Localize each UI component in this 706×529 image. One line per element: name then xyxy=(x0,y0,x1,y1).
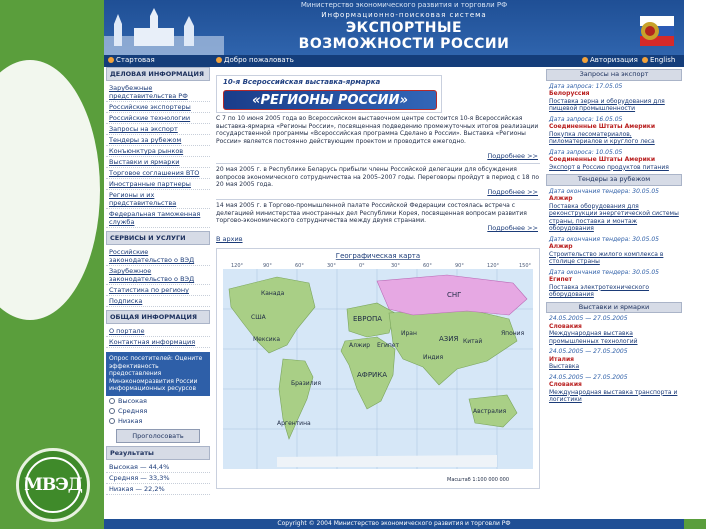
more-link-3[interactable]: Подробнее >> xyxy=(487,224,538,232)
map-label-cis: СНГ xyxy=(447,291,462,299)
map-title: Географическая карта xyxy=(335,252,421,260)
poll-option[interactable] xyxy=(106,406,210,416)
kremlin-illustration xyxy=(104,6,224,55)
entry-date: 24.05.2005 — 27.05.2005 xyxy=(549,373,628,381)
services-menu xyxy=(106,247,210,307)
map-label-mexico: Мексика xyxy=(253,336,280,343)
entry-date: 24.05.2005 — 27.05.2005 xyxy=(549,348,628,355)
section-head-general: ОБЩАЯ ИНФОРМАЦИЯ xyxy=(106,310,210,324)
map-label-asia: АЗИЯ xyxy=(439,335,459,343)
longitude-tick: 120° xyxy=(231,263,244,269)
sidebar-link[interactable]: Торговое соглашения ВТО xyxy=(106,168,210,179)
news-paragraph-3: 14 мая 2005 г. в Торгово-промышленной палате Российской Федерации состоялась встреча с делегацией министерства иностранных дел Республики Корея, посвященная вопросам развития торгово-экономического сотрудничества между двумя странами. xyxy=(216,202,527,224)
nav-home[interactable]: Стартовая xyxy=(108,56,155,64)
poll-option-label: Средняя xyxy=(118,406,148,415)
entry-title: Италия xyxy=(549,355,574,363)
nav-english[interactable]: English xyxy=(642,56,675,64)
radio-button[interactable] xyxy=(109,408,115,414)
radio-button[interactable] xyxy=(109,398,115,404)
mved-logo xyxy=(16,448,90,522)
news-paragraph-1: С 7 по 10 июня 2005 года во Всероссийском выставочном центре состоится 10-я Всероссийская выставка-ярмарка «Регионы России», посвященная подведению промежуточных итогов реализации государственной программы «Всероссийская программа Сделано в России». Выставка «Регионы России» является постоянно действующим проектом и проводится ежегодно. xyxy=(216,115,539,145)
poll-result: Средняя — 33,3% xyxy=(106,473,210,484)
longitude-ticks xyxy=(231,263,532,269)
sidebar-link[interactable]: Конъюнктура рынков xyxy=(106,146,210,157)
map-label-africa: АФРИКА xyxy=(357,371,388,379)
english-icon xyxy=(642,57,648,63)
sidebar-link[interactable]: Выставки и ярмарки xyxy=(106,157,210,168)
entry-text[interactable]: Поставка зерна и оборудования для пищевой промышленности xyxy=(549,97,665,112)
entry-title: Словакия xyxy=(549,381,582,388)
export-requests-head: Запросы на экспорт xyxy=(546,69,682,81)
poll-results xyxy=(106,462,210,495)
regions-banner[interactable] xyxy=(216,75,442,113)
entry-title: Алжир xyxy=(549,243,573,250)
entry-date: Дата запроса: 16.05.05 xyxy=(549,115,623,123)
map-label-europe: ЕВРОПА xyxy=(353,315,383,323)
section-head-business: ДЕЛОВАЯ ИНФОРМАЦИЯ xyxy=(106,67,210,81)
map-label-canada: Канада xyxy=(261,290,285,297)
world-map-panel xyxy=(216,248,540,489)
ministry-line: Министерство экономического развития и торговли РФ xyxy=(300,1,508,9)
site-footer: Copyright © 2004 Министерство экономического развития и торговли РФ xyxy=(104,519,684,529)
poll-options xyxy=(106,396,210,426)
tenders-head: Тендеры за рубежом xyxy=(546,174,682,186)
site-title-line2: ВОЗМОЖНОСТИ РОССИИ xyxy=(298,36,510,52)
sidebar-link[interactable]: Иностранные партнеры xyxy=(106,179,210,190)
map-label-algeria: Алжир xyxy=(349,342,371,349)
divider xyxy=(216,199,540,200)
entry-title: Соединенные Штаты Америки xyxy=(549,123,656,130)
sidebar-link[interactable]: Зарубежные представительства РФ xyxy=(106,83,210,102)
banner-title: «РЕГИОНЫ РОССИИ» xyxy=(223,90,437,110)
sidebar-link[interactable]: Тендеры за рубежом xyxy=(106,135,210,146)
map-label-iran: Иран xyxy=(401,330,417,337)
fairs-head: Выставки и ярмарки xyxy=(546,302,682,314)
entry-date: Дата окончания тендера: 30.05.05 xyxy=(549,187,659,195)
entry-date: Дата окончания тендера: 30.05.05 xyxy=(549,235,659,243)
welcome-icon xyxy=(216,57,222,63)
system-subtitle: Информационно-поисковая система xyxy=(321,11,487,19)
world-map[interactable] xyxy=(217,249,539,488)
sidebar-link[interactable]: Российские экспортеры xyxy=(106,102,210,113)
vote-button[interactable]: Проголосовать xyxy=(116,429,200,443)
map-label-egypt: Египет xyxy=(377,342,399,349)
longitude-tick: 0° xyxy=(359,263,365,269)
entry-title: Словакия xyxy=(549,322,582,330)
map-label-australia: Австралия xyxy=(473,408,507,415)
more-link-1[interactable]: Подробнее >> xyxy=(487,152,538,160)
main-content xyxy=(212,67,544,527)
entry-date: 24.05.2005 — 27.05.2005 xyxy=(549,315,628,322)
business-menu xyxy=(106,83,210,228)
site-title-line1: ЭКСПОРТНЫЕ xyxy=(345,20,463,36)
poll-option[interactable] xyxy=(106,416,210,426)
sidebar-link[interactable]: Российские технологии xyxy=(106,113,210,124)
home-icon xyxy=(108,57,114,63)
entry-text[interactable]: Выставка xyxy=(549,363,580,370)
entry-title: Алжир xyxy=(549,195,573,202)
top-navbar xyxy=(104,55,684,67)
longitude-tick: 90° xyxy=(263,263,272,269)
more-link-2[interactable]: Подробнее >> xyxy=(487,188,538,196)
sidebar-link[interactable]: Российские законодательство о ВЭД xyxy=(106,247,210,266)
map-label-usa: США xyxy=(251,314,266,321)
sidebar-link[interactable]: Контактная информация xyxy=(106,337,210,348)
sidebar-link[interactable]: Зарубежное законодательство о ВЭД xyxy=(106,266,210,285)
entry-text[interactable]: Строительство жилого комплекса в столице страны xyxy=(549,250,664,265)
right-sidebar xyxy=(546,67,682,527)
map-label-japan: Япония xyxy=(501,330,525,337)
poll-option[interactable] xyxy=(106,396,210,406)
entry-text[interactable]: Международная выставка транспорта и логистики xyxy=(549,388,678,403)
slide-right-margin xyxy=(684,0,706,529)
longitude-tick: 150° xyxy=(519,263,532,269)
map-label-india: Индия xyxy=(423,354,444,361)
tenders-list xyxy=(546,188,682,299)
sidebar-link[interactable]: Федеральная таможенная служба xyxy=(106,209,210,228)
entry-text[interactable]: Покупка лесоматериалов, пиломатериалов и круглого леса xyxy=(549,130,655,145)
map-label-argentina: Аргентина xyxy=(277,420,311,427)
entry-text[interactable]: Поставка оборудования для реконструкции энергетической системы страны, поставка и монтаж оборудования xyxy=(549,202,679,232)
entry-text[interactable]: Экспорт в Россию продуктов питания xyxy=(549,163,669,171)
poll-result: Низкая — 22,2% xyxy=(106,484,210,495)
site-header xyxy=(104,0,684,55)
results-head: Результаты xyxy=(106,446,210,460)
radio-button[interactable] xyxy=(109,418,115,424)
sidebar-link[interactable]: Статистика по региону xyxy=(106,285,210,296)
poll-option-label: Низкая xyxy=(118,416,143,425)
news-paragraph-2: 20 мая 2005 г. в Республике Беларусь прибыли члены Российской делегации для обсуждения вопросов экономического сотрудничества на 2005–2007 годы. Переговоры пройдут в период с 18 по 20 мая 2005 года. xyxy=(216,166,540,188)
entry-date: Дата запроса: 17.05.05 xyxy=(549,82,623,90)
longitude-tick: 90° xyxy=(455,263,464,269)
entry-text[interactable]: Поставка электротехнического оборудования xyxy=(549,283,650,298)
banner-subtitle: 10-я Всероссийская выставка-ярмарка xyxy=(223,78,381,86)
map-label-china: Китай xyxy=(463,338,483,345)
login-icon xyxy=(582,57,588,63)
entry-title: Египет xyxy=(549,276,573,283)
longitude-tick: 60° xyxy=(295,263,304,269)
export-requests-list xyxy=(546,83,682,172)
poll-option-label: Высокая xyxy=(118,396,147,405)
divider xyxy=(216,163,540,164)
entry-text[interactable]: Международная выставка промышленных технологий xyxy=(549,330,638,345)
left-sidebar xyxy=(106,67,210,527)
fairs-list xyxy=(546,315,682,404)
entry-date: Дата окончания тендера: 30.05.05 xyxy=(549,268,659,276)
map-label-brazil: Бразилия xyxy=(291,380,322,387)
longitude-tick: 60° xyxy=(423,263,432,269)
sidebar-link[interactable]: Подписка xyxy=(106,296,210,307)
mved-logo-text: МВЭД xyxy=(25,457,81,513)
entry-title: Соединенные Штаты Америки xyxy=(549,156,656,163)
sidebar-link[interactable]: О портале xyxy=(106,326,210,337)
entry-title: Белоруссия xyxy=(549,90,590,97)
map-scale: Масштаб 1:100 000 000 xyxy=(447,477,510,483)
flag-emblem-icon xyxy=(634,12,676,52)
website-screenshot xyxy=(104,0,684,529)
nav-welcome[interactable]: Добро пожаловать xyxy=(216,56,294,64)
nav-login[interactable]: Авторизация xyxy=(582,56,638,64)
sidebar-link[interactable]: Запросы на экспорт xyxy=(106,124,210,135)
general-menu xyxy=(106,326,210,348)
archive-link[interactable]: В архив xyxy=(216,235,243,243)
poll-result: Высокая — 44,4% xyxy=(106,462,210,473)
entry-date: Дата запроса: 10.05.05 xyxy=(549,148,623,156)
antarctica-shape xyxy=(277,455,497,467)
longitude-tick: 30° xyxy=(391,263,400,269)
section-head-services: СЕРВИСЫ И УСЛУГИ xyxy=(106,231,210,245)
poll-question: Опрос посетителей: Оцените эффективность предоставления Минэкономразвития России информационных ресурсов xyxy=(106,352,210,396)
longitude-tick: 120° xyxy=(487,263,500,269)
sidebar-link[interactable]: Регионы и их представительства xyxy=(106,190,210,209)
longitude-tick: 30° xyxy=(327,263,336,269)
